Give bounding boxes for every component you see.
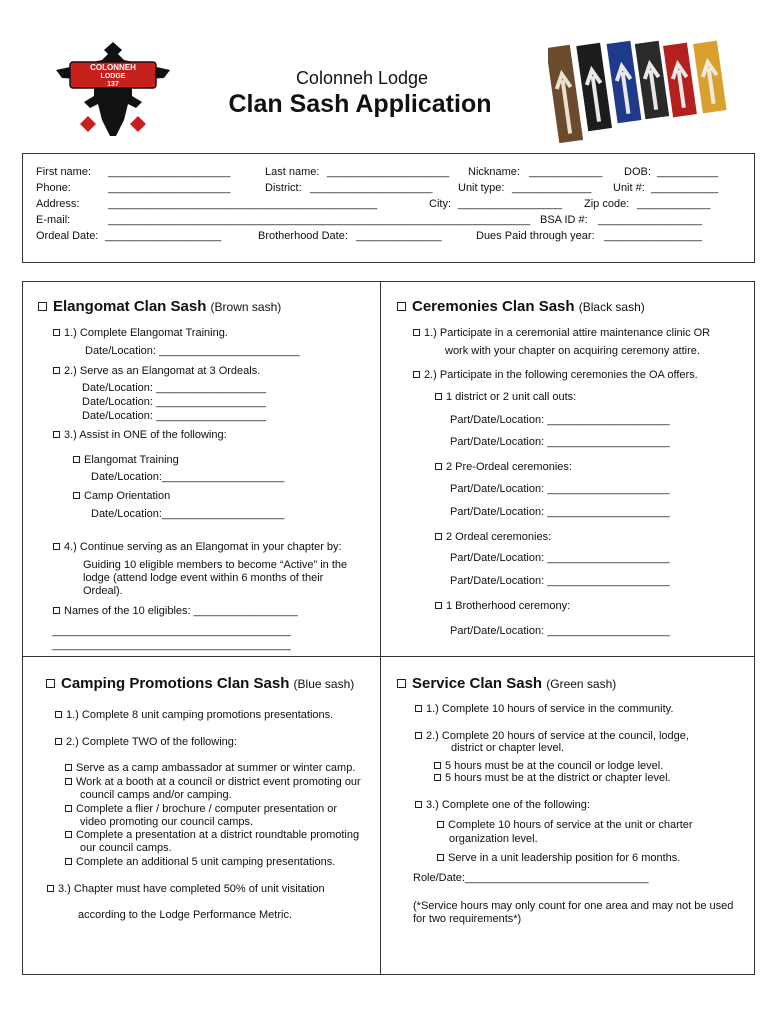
city-field[interactable]: _________________ <box>458 198 563 210</box>
camping-option4: Complete a presentation at a district roundtable promoting <box>65 829 359 842</box>
elangomat-item2-date3[interactable]: Date/Location: __________________ <box>82 410 267 422</box>
nickname-label: Nickname: <box>468 166 520 178</box>
service-note-line1: (*Service hours may only count for one area and may not be used <box>413 900 734 912</box>
service-item2-checkbox[interactable] <box>415 732 422 739</box>
zip-label: Zip code: <box>584 198 630 210</box>
service-item3-option2: Serve in a unit leadership position for 6 months. <box>437 852 680 865</box>
ceremonies-section-title: Ceremonies Clan Sash (Black sash) <box>397 298 645 315</box>
elangomat-item4-line3: Ordeal). <box>83 585 123 597</box>
callouts-option: 1 district or 2 unit call outs: <box>435 391 576 404</box>
phone-field[interactable]: ____________________ <box>108 182 231 194</box>
camping-item1: 1.) Complete 8 unit camping promotions presentations. <box>55 709 333 722</box>
service-section-title: Service Clan Sash (Green sash) <box>397 675 616 692</box>
eligibles-checkbox[interactable] <box>53 607 60 614</box>
camping-item3-checkbox[interactable] <box>47 885 54 892</box>
camping-option2: Work at a booth at a council or district event promoting our <box>65 776 361 789</box>
camping-section-title: Camping Promotions Clan Sash (Blue sash) <box>46 675 354 692</box>
service-item3-option1-checkbox[interactable] <box>437 821 444 828</box>
lodge-name: Colonneh Lodge <box>295 68 429 88</box>
zip-field[interactable]: ____________ <box>637 198 711 210</box>
camping-option4-line2: our council camps. <box>80 842 172 854</box>
ordeal-checkbox[interactable] <box>435 533 442 540</box>
camping-item3: 3.) Chapter must have completed 50% of unit visitation <box>47 883 325 896</box>
elangomat-section-title: Elangomat Clan Sash (Brown sash) <box>38 298 281 315</box>
service-item3-option2-checkbox[interactable] <box>437 854 444 861</box>
camping-item2: 2.) Complete TWO of the following: <box>55 736 237 749</box>
ordeal-date-label: Ordeal Date: <box>36 230 99 242</box>
camp-orientation-checkbox[interactable] <box>73 492 80 499</box>
service-item3-option1-line2: organization level. <box>449 833 538 845</box>
service-item3-option1: Complete 10 hours of service at the unit or charter <box>437 819 693 832</box>
dob-field[interactable]: __________ <box>657 166 719 178</box>
horizontal-divider <box>22 656 754 657</box>
unit-type-field[interactable]: _____________ <box>512 182 592 194</box>
service-item2-line2: district or chapter level. <box>451 742 565 754</box>
address-label: Address: <box>36 198 80 210</box>
unit-number-field[interactable]: ___________ <box>651 182 719 194</box>
lodge-logo <box>52 40 174 140</box>
pre-ordeal-checkbox[interactable] <box>435 463 442 470</box>
address-field[interactable]: ____________________________________________ <box>108 198 378 210</box>
callouts-part1[interactable]: Part/Date/Location: ____________________ <box>450 414 670 426</box>
ceremonies-item2: 2.) Participate in the following ceremonies the OA offers. <box>413 369 698 382</box>
elangomat-item2-date2[interactable]: Date/Location: __________________ <box>82 396 267 408</box>
camping-option1: Serve as a camp ambassador at summer or winter camp. <box>65 762 355 775</box>
ceremonies-item1-checkbox[interactable] <box>413 329 420 336</box>
service-item2-option1-checkbox[interactable] <box>434 762 441 769</box>
dues-field[interactable]: ________________ <box>604 230 702 242</box>
service-item1-checkbox[interactable] <box>415 705 422 712</box>
ordeal-option: 2 Ordeal ceremonies: <box>435 531 551 544</box>
service-item2-option2: 5 hours must be at the district or chapter level. <box>434 772 671 785</box>
camping-option3-checkbox[interactable] <box>65 805 72 812</box>
callouts-part2[interactable]: Part/Date/Location: ____________________ <box>450 436 670 448</box>
camping-item2-checkbox[interactable] <box>55 738 62 745</box>
camping-item1-checkbox[interactable] <box>55 711 62 718</box>
camping-option2-checkbox[interactable] <box>65 778 72 785</box>
eligibles-line1[interactable]: _______________________________________ <box>52 625 291 637</box>
elangomat-item2-checkbox[interactable] <box>53 367 60 374</box>
pre-ordeal-part1[interactable]: Part/Date/Location: ____________________ <box>450 483 670 495</box>
email-field[interactable]: _____________________________________________________________________ <box>108 214 531 226</box>
logo-line2: LODGE <box>100 73 126 80</box>
elangomat-checkbox[interactable] <box>38 302 47 311</box>
service-item2-option2-checkbox[interactable] <box>434 774 441 781</box>
bsa-id-label: BSA ID #: <box>540 214 588 226</box>
camping-option5: Complete an additional 5 unit camping presentations. <box>65 856 335 869</box>
camping-item3-line2: according to the Lodge Performance Metric. <box>78 909 293 921</box>
elangomat-item1: 1.) Complete Elangomat Training. <box>53 327 228 340</box>
service-item2-option1: 5 hours must be at the council or lodge level. <box>434 760 663 773</box>
camping-option3-line2: video promoting our council camps. <box>80 816 254 828</box>
last-name-field[interactable]: ____________________ <box>327 166 450 178</box>
elangomat-item4-line1: Guiding 10 eligible members to become “Active” in the <box>83 559 348 571</box>
dues-label: Dues Paid through year: <box>476 230 595 242</box>
elangomat-training-checkbox[interactable] <box>73 456 80 463</box>
ordeal-part1[interactable]: Part/Date/Location: ____________________ <box>450 552 670 564</box>
elangomat-item4-checkbox[interactable] <box>53 543 60 550</box>
brotherhood-part1[interactable]: Part/Date/Location: ____________________ <box>450 625 670 637</box>
camping-option3: Complete a flier / brochure / computer presentation or <box>65 803 337 816</box>
district-label: District: <box>265 182 302 194</box>
camping-option2-line2: council camps and/or camping. <box>80 789 232 801</box>
city-label: City: <box>429 198 451 210</box>
pre-ordeal-option: 2 Pre-Ordeal ceremonies: <box>435 461 572 474</box>
elangomat-training-date[interactable]: Date/Location:____________________ <box>91 471 285 483</box>
elangomat-item4-line2: lodge (attend lodge event within 6 months of their <box>83 572 324 584</box>
service-checkbox[interactable] <box>397 679 406 688</box>
phone-label: Phone: <box>36 182 71 194</box>
unit-number-label: Unit #: <box>613 182 645 194</box>
role-date-field[interactable]: Role/Date:______________________________ <box>413 872 649 884</box>
service-item3-checkbox[interactable] <box>415 801 422 808</box>
page-title: Clan Sash Application <box>228 90 492 118</box>
brotherhood-checkbox[interactable] <box>435 602 442 609</box>
camping-option4-checkbox[interactable] <box>65 831 72 838</box>
nickname-field[interactable]: ____________ <box>529 166 603 178</box>
service-item3: 3.) Complete one of the following: <box>415 799 590 812</box>
brotherhood-date-field[interactable]: ______________ <box>356 230 442 242</box>
elangomat-item1-date[interactable]: Date/Location: _______________________ <box>85 345 300 357</box>
camp-orientation-date[interactable]: Date/Location:____________________ <box>91 508 285 520</box>
first-name-label: First name: <box>36 166 92 178</box>
ceremonies-item1-line2: work with your chapter on acquiring ceremony attire. <box>445 345 700 357</box>
bsa-id-field[interactable]: _________________ <box>598 214 703 226</box>
elangomat-item3-checkbox[interactable] <box>53 431 60 438</box>
service-note-line2: for two requirements*) <box>413 913 522 925</box>
elangomat-item4: 4.) Continue serving as an Elangomat in your chapter by: <box>53 541 342 554</box>
vertical-divider <box>380 281 381 974</box>
eligibles-names: Names of the 10 eligibles: _________________ <box>53 605 298 618</box>
brotherhood-date-label: Brotherhood Date: <box>258 230 348 242</box>
dob-label: DOB: <box>624 166 651 178</box>
camping-option5-checkbox[interactable] <box>65 858 72 865</box>
unit-type-label: Unit type: <box>458 182 505 194</box>
first-name-field[interactable]: ____________________ <box>108 166 231 178</box>
service-item2: 2.) Complete 20 hours of service at the council, lodge, <box>415 730 689 743</box>
brotherhood-option: 1 Brotherhood ceremony: <box>435 600 570 613</box>
sash-images <box>548 40 732 146</box>
ceremonies-item1: 1.) Participate in a ceremonial attire maintenance clinic OR <box>413 327 710 340</box>
elangomat-item2: 2.) Serve as an Elangomat at 3 Ordeals. <box>53 365 260 378</box>
logo-line1: COLONNEH <box>90 63 136 72</box>
ordeal-date-field[interactable]: ___________________ <box>105 230 222 242</box>
district-field[interactable]: ____________________ <box>310 182 433 194</box>
callouts-checkbox[interactable] <box>435 393 442 400</box>
email-label: E-mail: <box>36 214 71 226</box>
camping-checkbox[interactable] <box>46 679 55 688</box>
camping-option1-checkbox[interactable] <box>65 764 72 771</box>
eligibles-line2[interactable]: _______________________________________ <box>52 639 291 651</box>
elangomat-training-option: Elangomat Training <box>73 454 179 467</box>
ceremonies-item2-checkbox[interactable] <box>413 371 420 378</box>
logo-line3: 137 <box>107 81 119 88</box>
pre-ordeal-part2[interactable]: Part/Date/Location: ____________________ <box>450 506 670 518</box>
ceremonies-checkbox[interactable] <box>397 302 406 311</box>
elangomat-item1-checkbox[interactable] <box>53 329 60 336</box>
elangomat-item3: 3.) Assist in ONE of the following: <box>53 429 227 442</box>
ordeal-part2[interactable]: Part/Date/Location: ____________________ <box>450 575 670 587</box>
camp-orientation-option: Camp Orientation <box>73 490 170 503</box>
elangomat-item2-date1[interactable]: Date/Location: __________________ <box>82 382 267 394</box>
service-item1: 1.) Complete 10 hours of service in the community. <box>415 703 673 716</box>
last-name-label: Last name: <box>265 166 320 178</box>
